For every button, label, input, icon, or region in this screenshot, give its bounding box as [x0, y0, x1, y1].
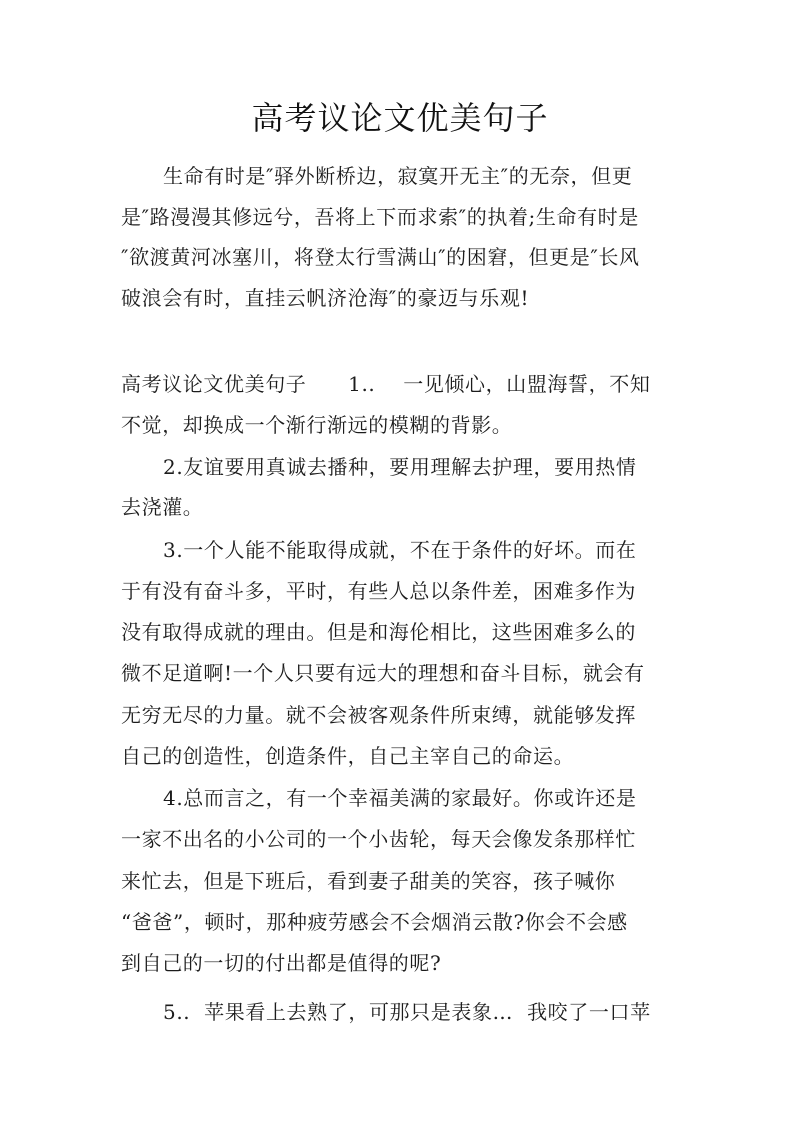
- item-3-line: 于有没有奋斗多，平时，有些人总以条件差，困难多作为: [121, 579, 636, 603]
- document-title: 高考议论文优美句子: [251, 99, 549, 137]
- intro-line: 是″路漫漫其修远兮，吾将上下而求索″的执着;生命有时是: [121, 205, 639, 229]
- item-2-line: 去浇灌。: [121, 495, 204, 519]
- item-1-line: 不觉，却换成一个渐行渐远的模糊的背影。: [121, 413, 513, 437]
- item-2-line: 2.友谊要用真诚去播种，要用理解去护理，要用热情: [163, 455, 637, 479]
- item-3-line: 微不足道啊!一个人只要有远大的理想和奋斗目标，就会有: [121, 661, 645, 685]
- intro-line: 生命有时是″驿外断桥边，寂寞开无主″的无奈，但更: [163, 164, 633, 188]
- intro-line: ″欲渡黄河冰塞川，将登太行雪满山″的困窘，但更是″长风: [121, 245, 640, 269]
- item-4-line: 一家不出名的小公司的一个小齿轮，每天会像发条那样忙: [121, 827, 636, 851]
- item-5-line: 5.. 苹果看上去熟了，可那只是表象… 我咬了一口苹: [163, 1000, 651, 1024]
- item-1-line: 高考议论文优美句子 1.. 一见倾心，山盟海誓，不知: [121, 372, 651, 396]
- item-3-line: 无穷无尽的力量。就不会被客观条件所束缚，就能够发挥: [121, 703, 636, 727]
- intro-line: 破浪会有时，直挂云帆济沧海″的豪迈与乐观!: [121, 286, 530, 310]
- item-4-line: 4.总而言之，有一个幸福美满的家最好。你或许还是: [163, 786, 637, 810]
- item-3-line: 没有取得成就的理由。但是和海伦相比，这些困难多么的: [121, 620, 636, 644]
- item-4-line: 到自己的一切的付出都是值得的呢?: [121, 951, 442, 975]
- item-3-line: 自己的创造性，创造条件，自己主宰自己的命运。: [121, 744, 575, 768]
- item-4-line: “爸爸”，顿时，那种疲劳感会不会烟消云散?你会不会感: [121, 910, 628, 934]
- item-4-line: 来忙去，但是下班后，看到妻子甜美的笑容，孩子喊你: [121, 869, 616, 893]
- item-3-line: 3.一个人能不能取得成就，不在于条件的好坏。而在: [163, 538, 637, 562]
